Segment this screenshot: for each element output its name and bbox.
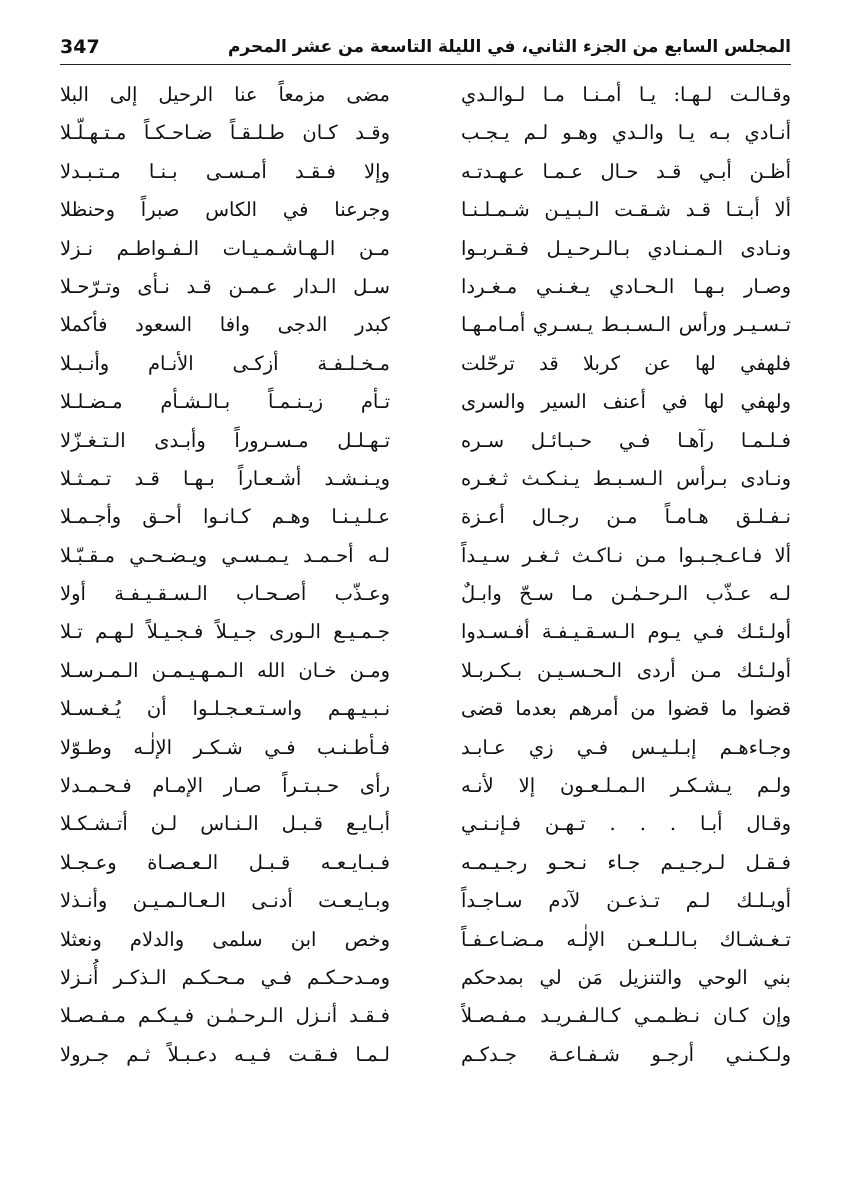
verse-hemistich: عـلـيـنـا وهـم كـانـوا أحـق وأجـمـلا (60, 505, 390, 529)
verse-hemistich: لـه أحـمـد يـمـسـي ويـضـحـي مـقـبّـلا (60, 543, 390, 567)
running-title: المجلس السابع من الجزء الثاني، في الليلة التاسعة من عشر المحرم (227, 37, 791, 57)
verse-hemistich: مـن الـهـاشـمـيـات الـفـواطـم نـزلا (60, 236, 390, 260)
verse-hemistich: نـفـلـق هـامـاً مـن رجـال أعـزة (461, 505, 791, 529)
verse-hemistich: وصـار بـهـا الـحـادي يـغـنـي مـغـردا (461, 274, 791, 298)
page-number: 347 (60, 36, 100, 58)
verse-hemistich: فلهفي لها عن كربلا قد ترحّلت (461, 351, 791, 375)
verse-hemistich: وعـذّب أصـحـاب الـسـقـيـفـة أولا (60, 582, 390, 606)
verse-hemistich: نـبـيـهـم واسـتـعـجـلـوا أن يُـغـسـلا (60, 697, 390, 721)
poem-column-second-hemistichs (60, 76, 390, 1126)
verse-hemistich: كبدر الدجى وافا السعود فأكملا (60, 313, 390, 337)
verse-hemistich: تـسـيـر ورأس الـسـبـط يـسـري أمـامـهـا (461, 313, 791, 337)
verse-hemistich: وإن كـان نـظـمـي كـالـفـريـد مـفـصـلاً (461, 1004, 791, 1028)
verse-hemistich: وقـالـت لـهـا: يـا أمـنـا مـا لـوالـدي (461, 83, 791, 106)
verse-hemistich: وجرعنا في الكاس صبراً وحنظلا (60, 198, 390, 222)
verse-hemistich: ولـكـنـي أرجـو شـفـاعـة جـدكـم (461, 1042, 791, 1066)
verse-hemistich: ونـادى بـرأس الـسـبـط يـنـكـث ثـغـره (461, 466, 791, 490)
verse-hemistich: وقـد كـان طـلـقـاً ضـاحـكـاً مـتـهـلّـلا (60, 121, 390, 145)
verse-hemistich: وجـاءهـم إبـلـيـس فـي زي عـابـد (461, 735, 791, 759)
verse-hemistich: وبـايـعـت أدنـى الـعـالـمـيـن وأنـذلا (60, 889, 390, 913)
verse-hemistich: فـقـل لـرجـيـم جـاء نـحـو رجـيـمـه (461, 850, 791, 874)
verse-hemistich: فـأطـنـب فـي شـكـر الإلٰـه وطـوّلا (60, 735, 390, 759)
verse-hemistich: فـقـد أنـزل الـرحـمٰـن فـيـكـم مـفـصـلا (60, 1004, 390, 1028)
verse-hemistich: ألا فـاعـجـبـوا مـن نـاكـث ثـغـر سـيـداً (461, 543, 791, 567)
verse-hemistich: لـه عـذّب الـرحـمٰـن مـا سـحّ وابـلٌ (461, 582, 791, 606)
verse-hemistich: بني الوحي والتنزيل مَن لي بمدحكم (461, 965, 791, 989)
verse-hemistich: تـهـلـل مـسـروراً وأبـدى الـتـغـزّلا (60, 428, 390, 452)
poem-column-first-hemistichs (461, 76, 791, 1126)
verse-hemistich: ومـدحـكـم فـي مـحـكـم الـذكـر أُنـزلا (60, 965, 390, 989)
verse-hemistich: رأى حـبـتـراً صـار الإمـام فـحـمـدلا (60, 774, 390, 798)
verse-hemistich: ألا أبـتـا قـد شـقـت الـبـيـن شـمـلـنـا (461, 198, 791, 222)
poem-body (60, 76, 791, 1126)
verse-hemistich: سـل الـدار عـمـن قـد نـأى وتـرّحـلا (60, 274, 390, 298)
page-header (60, 30, 791, 65)
verse-hemistich: ونـادى الـمـنـادي بـالـرحـيـل فـقـربـوا (461, 236, 791, 260)
verse-hemistich: ولـم يـشـكـر الـمـلـعـون إلا لأنـه (461, 774, 791, 798)
verse-hemistich: قضوا ما قضوا من أمرهم بعدما قضى (461, 697, 791, 721)
verse-hemistich: أنـادي بـه يـا والـدي وهـو لـم يـجـب (461, 121, 791, 145)
verse-hemistich: تـغـشـاك بـالـلـعـن الإلٰـه مـضـاعـفـاً (461, 927, 791, 951)
verse-hemistich: فـبـايـعـه قـبـل الـعـصـاة وعـجـلا (60, 850, 390, 874)
verse-hemistich: لـمـا فـقـت فـيـه دعـبـلاً ثـم جـرولا (60, 1042, 390, 1066)
verse-hemistich: وخص ابن سلمى والدلام ونعثلا (60, 927, 390, 951)
verse-hemistich: وإلا فـقـد أمـسـى بـنـا مـتـبـدلا (60, 159, 390, 183)
verse-hemistich: ومـن خـان الله الـمـهـيـمـن الـمـرسـلا (60, 658, 390, 682)
verse-hemistich: ويـنـشـد أشـعـاراً بـهـا قـد تـمـثـلا (60, 466, 390, 490)
verse-hemistich: أبـايـع قـبـل الـنـاس لـن أتـشـكـلا (60, 812, 390, 836)
verse-hemistich: مضى مزمعاً عنا الرحيل إلى البلا (60, 83, 390, 106)
verse-hemistich: مـخـلـفـة أزكـى الأنـام وأنـبـلا (60, 351, 390, 375)
verse-hemistich: فـلـمـا رآهـا فـي حـبـائـل سـره (461, 428, 791, 452)
verse-hemistich: وقـال أبـا . . . تـهـن فـإنـنـي (461, 812, 791, 836)
verse-hemistich: أولـئـك مـن أردى الـحـسـيـن بـكـربـلا (461, 658, 791, 682)
verse-hemistich: أويـلـك لـم تـذعـن لآدم سـاجـداً (461, 889, 791, 913)
verse-hemistich: تـأم زيـنـمـاً بـالـشـأم مـضـلـلا (60, 390, 390, 414)
verse-hemistich: جـمـيـع الـورى جـيـلاً فـجـيـلاً لـهـم تـلا (60, 620, 390, 644)
verse-hemistich: ولهفي لها في أعنف السير والسرى (461, 390, 791, 414)
verse-hemistich: أظـن أبـي قـد حـال عـمـا عـهـدتـه (461, 159, 791, 183)
verse-hemistich: أولـئـك فـي يـوم الـسـقـيـفـة أفـسـدوا (461, 620, 791, 644)
